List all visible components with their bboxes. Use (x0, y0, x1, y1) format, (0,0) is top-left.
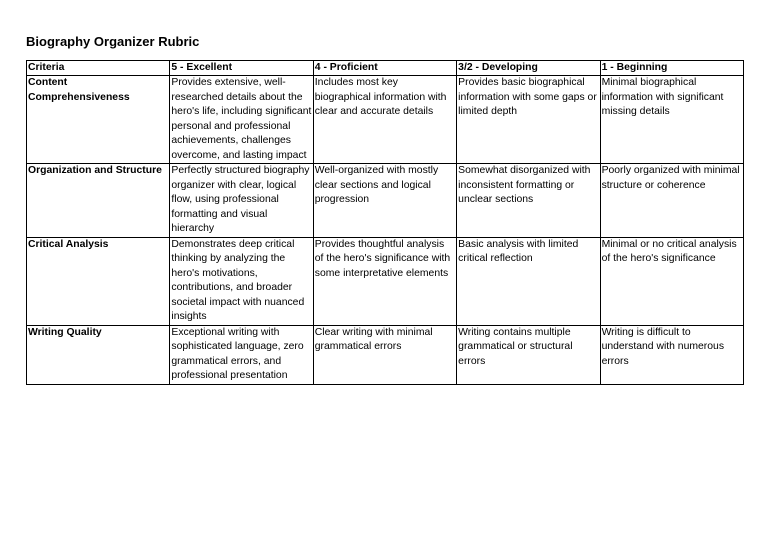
level-cell-beginning: Minimal biographical information with significant missing details (600, 76, 743, 164)
criteria-cell: Organization and Structure (27, 164, 170, 238)
level-cell-proficient: Includes most key biographical information with clear and accurate details (313, 76, 456, 164)
level-cell-beginning: Minimal or no critical analysis of the hero's significance (600, 237, 743, 325)
level-cell-excellent: Provides extensive, well-researched details about the hero's life, including significant personal and professional achievements, challenges overcome, and lasting impact (170, 76, 313, 164)
level-cell-proficient: Provides thoughtful analysis of the hero's significance with some interpretative elements (313, 237, 456, 325)
criteria-cell: Content Comprehensiveness (27, 76, 170, 164)
level-cell-beginning: Poorly organized with minimal structure or coherence (600, 164, 743, 238)
rubric-table (26, 60, 744, 385)
document-title: Biography Organizer Rubric (26, 34, 200, 49)
header-excellent: 5 - Excellent (170, 61, 313, 76)
header-developing: 3/2 - Developing (457, 61, 600, 76)
table-row (27, 325, 744, 384)
criteria-cell: Critical Analysis (27, 237, 170, 325)
level-cell-developing: Writing contains multiple grammatical or structural errors (457, 325, 600, 384)
table-row (27, 76, 744, 164)
level-cell-excellent: Exceptional writing with sophisticated language, zero grammatical errors, and professional presentation (170, 325, 313, 384)
criteria-cell: Writing Quality (27, 325, 170, 384)
level-cell-excellent: Demonstrates deep critical thinking by analyzing the hero's motivations, contributions, and broader societal impact with nuanced insights (170, 237, 313, 325)
table-row (27, 164, 744, 238)
header-criteria: Criteria (27, 61, 170, 76)
level-cell-beginning: Writing is difficult to understand with numerous errors (600, 325, 743, 384)
level-cell-excellent: Perfectly structured biography organizer with clear, logical flow, using professional formatting and visual hierarchy (170, 164, 313, 238)
level-cell-developing: Basic analysis with limited critical reflection (457, 237, 600, 325)
level-cell-developing: Somewhat disorganized with inconsistent formatting or unclear sections (457, 164, 600, 238)
header-proficient: 4 - Proficient (313, 61, 456, 76)
level-cell-proficient: Clear writing with minimal grammatical errors (313, 325, 456, 384)
level-cell-developing: Provides basic biographical information with some gaps or limited depth (457, 76, 600, 164)
level-cell-proficient: Well-organized with mostly clear sections and logical progression (313, 164, 456, 238)
table-row (27, 237, 744, 325)
header-beginning: 1 - Beginning (600, 61, 743, 76)
table-header-row (27, 61, 744, 76)
